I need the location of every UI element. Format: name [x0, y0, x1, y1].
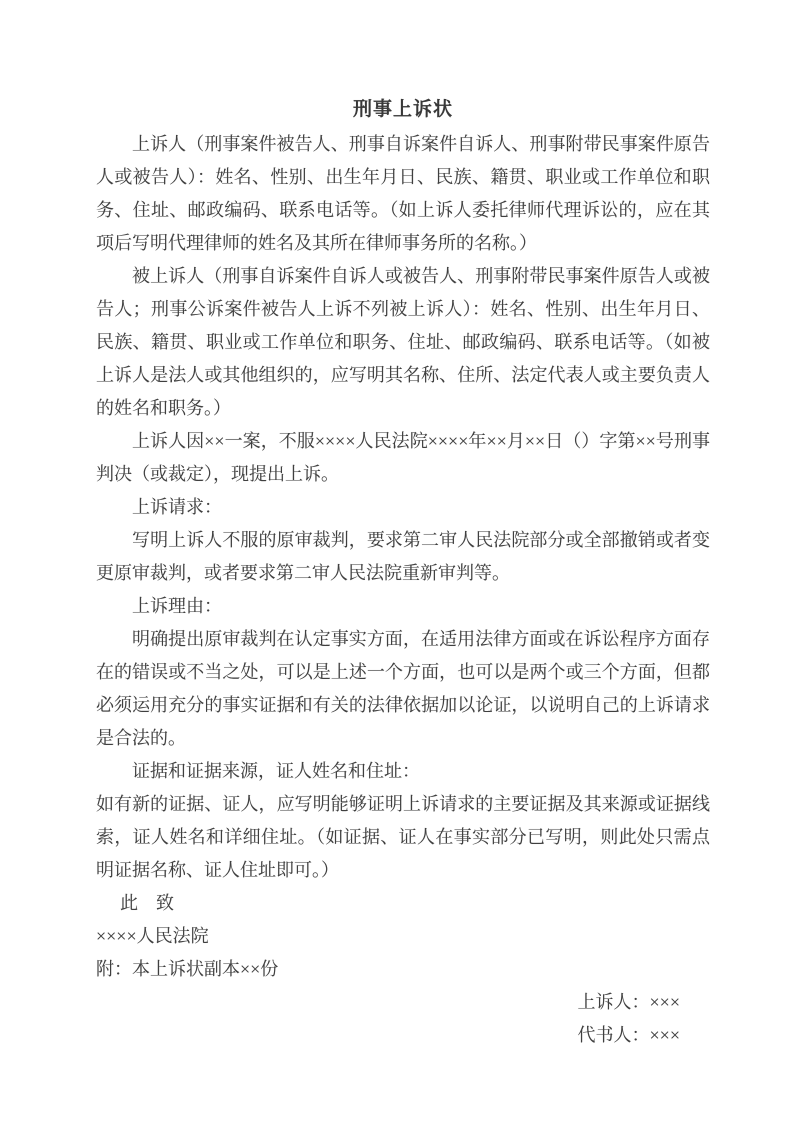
closing-salutation: 此 致 [120, 893, 174, 913]
paragraph-appellant-info: 上诉人（刑事案件被告人、刑事自诉案件自诉人、刑事附带民事案件原告人或被告人）：姓名、性别、出生年月日、民族、籍贯、职业或工作单位和职务、住址、邮政编码、联系电话等。（如上诉人委托律师代理诉讼的，应在其项后写明代理律师的姓名及其所在律师事务所的名称。） [96, 134, 710, 253]
closing-attachment-note: 附：本上诉状副本××份 [96, 959, 279, 979]
paragraph-appellee-info: 被上诉人（刑事自诉案件自诉人或被告人、刑事附带民事案件原告人或被告人；刑事公诉案件被告人上诉不列被上诉人）：姓名、性别、出生年月日、民族、籍贯、职业或工作单位和职务、住址、邮政编码、联系电话等。（如被上诉人是法人或其他组织的，应写明其名称、住所、法定代表人或主要负责人的姓名和职务。） [96, 266, 710, 418]
signature-appellant: 上诉人：××× [577, 992, 680, 1012]
paragraph-reason-heading: 上诉理由： [132, 596, 222, 616]
paragraph-request-heading: 上诉请求： [132, 497, 222, 517]
paragraph-evidence-heading: 证据和证据来源，证人姓名和住址： [132, 761, 420, 781]
closing-block [96, 887, 710, 986]
signature-block [96, 986, 710, 1052]
paragraph-request-body: 写明上诉人不服的原审裁判，要求第二审人民法院部分或全部撤销或者变更原审裁判，或者要求第二审人民法院重新审判等。 [96, 530, 710, 583]
paragraph-reason-body: 明确提出原审裁判在认定事实方面，在适用法律方面或在诉讼程序方面存在的错误或不当之处，可以是上述一个方面，也可以是两个或三个方面，但都必须运用充分的事实证据和有关的法律依据加以论证，以说明自己的上诉请求是合法的。 [96, 629, 710, 748]
signature-scribe: 代书人：××× [577, 1025, 680, 1045]
paragraph-case-summary: 上诉人因××一案，不服××××人民法院××××年××月××日（）字第××号刑事判决（或裁定），现提出上诉。 [96, 431, 710, 484]
paragraph-evidence-body: 如有新的证据、证人，应写明能够证明上诉请求的主要证据及其来源或证据线索，证人姓名和详细住址。（如证据、证人在事实部分已写明，则此处只需点明证据名称、证人住址即可。） [96, 794, 710, 880]
document-title: 刑事上诉状 [352, 99, 453, 120]
closing-court-name: ××××人民法院 [96, 926, 209, 946]
